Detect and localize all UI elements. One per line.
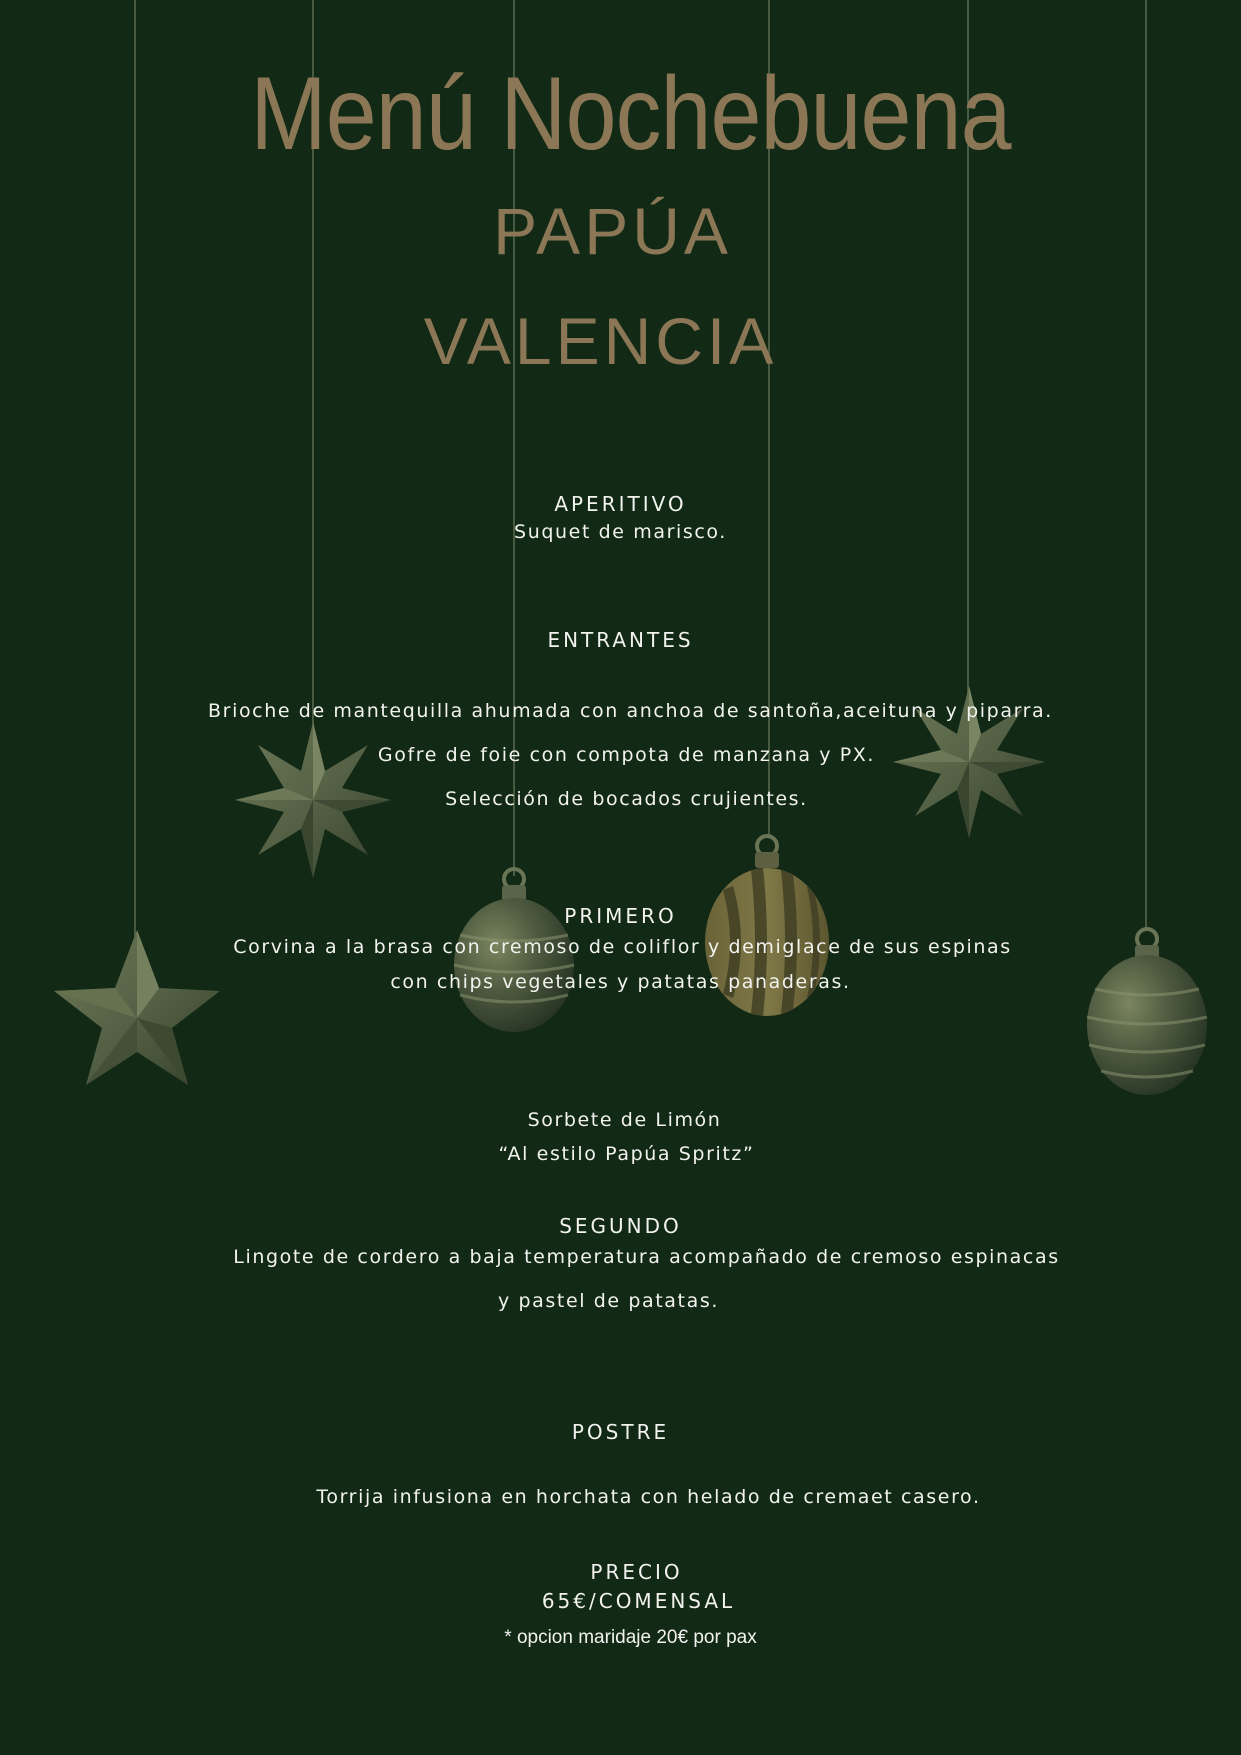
postre-item: Torrija infusiona en horchata con helado de cremaet casero. xyxy=(316,1486,981,1508)
segundo-line-2: y pastel de patatas. xyxy=(498,1290,719,1312)
aperitivo-heading: APERITIVO xyxy=(554,492,687,516)
restaurant-name: PAPÚA xyxy=(493,194,732,268)
restaurant-city: VALENCIA xyxy=(423,304,778,378)
precio-value: 65€/COMENSAL xyxy=(541,1589,736,1613)
entrantes-item-1: Brioche de mantequilla ahumada con anchoa de santoña,aceituna y piparra. xyxy=(208,700,1053,722)
postre-heading: POSTRE xyxy=(571,1420,670,1444)
primero-heading: PRIMERO xyxy=(564,904,677,928)
sorbete-line-1: Sorbete de Limón xyxy=(527,1109,722,1131)
menu-title: Menú Nochebuena xyxy=(250,56,1011,172)
precio-heading: PRECIO xyxy=(590,1560,683,1584)
entrantes-item-3: Selección de bocados crujientes. xyxy=(445,788,808,810)
sorbete-line-2: “Al estilo Papúa Spritz” xyxy=(498,1143,755,1165)
aperitivo-item: Suquet de marisco. xyxy=(514,521,727,543)
segundo-heading: SEGUNDO xyxy=(559,1214,682,1238)
primero-line-2: con chips vegetales y patatas panaderas. xyxy=(390,971,851,993)
entrantes-item-2: Gofre de foie con compota de manzana y PX. xyxy=(377,744,876,766)
primero-line-1: Corvina a la brasa con cremoso de coliflor y demiglace de sus espinas xyxy=(233,936,1012,958)
segundo-line-1: Lingote de cordero a baja temperatura acompañado de cremoso espinacas xyxy=(233,1246,1060,1268)
entrantes-heading: ENTRANTES xyxy=(547,628,694,652)
maridaje-note: * opcion maridaje 20€ por pax xyxy=(504,1627,757,1648)
